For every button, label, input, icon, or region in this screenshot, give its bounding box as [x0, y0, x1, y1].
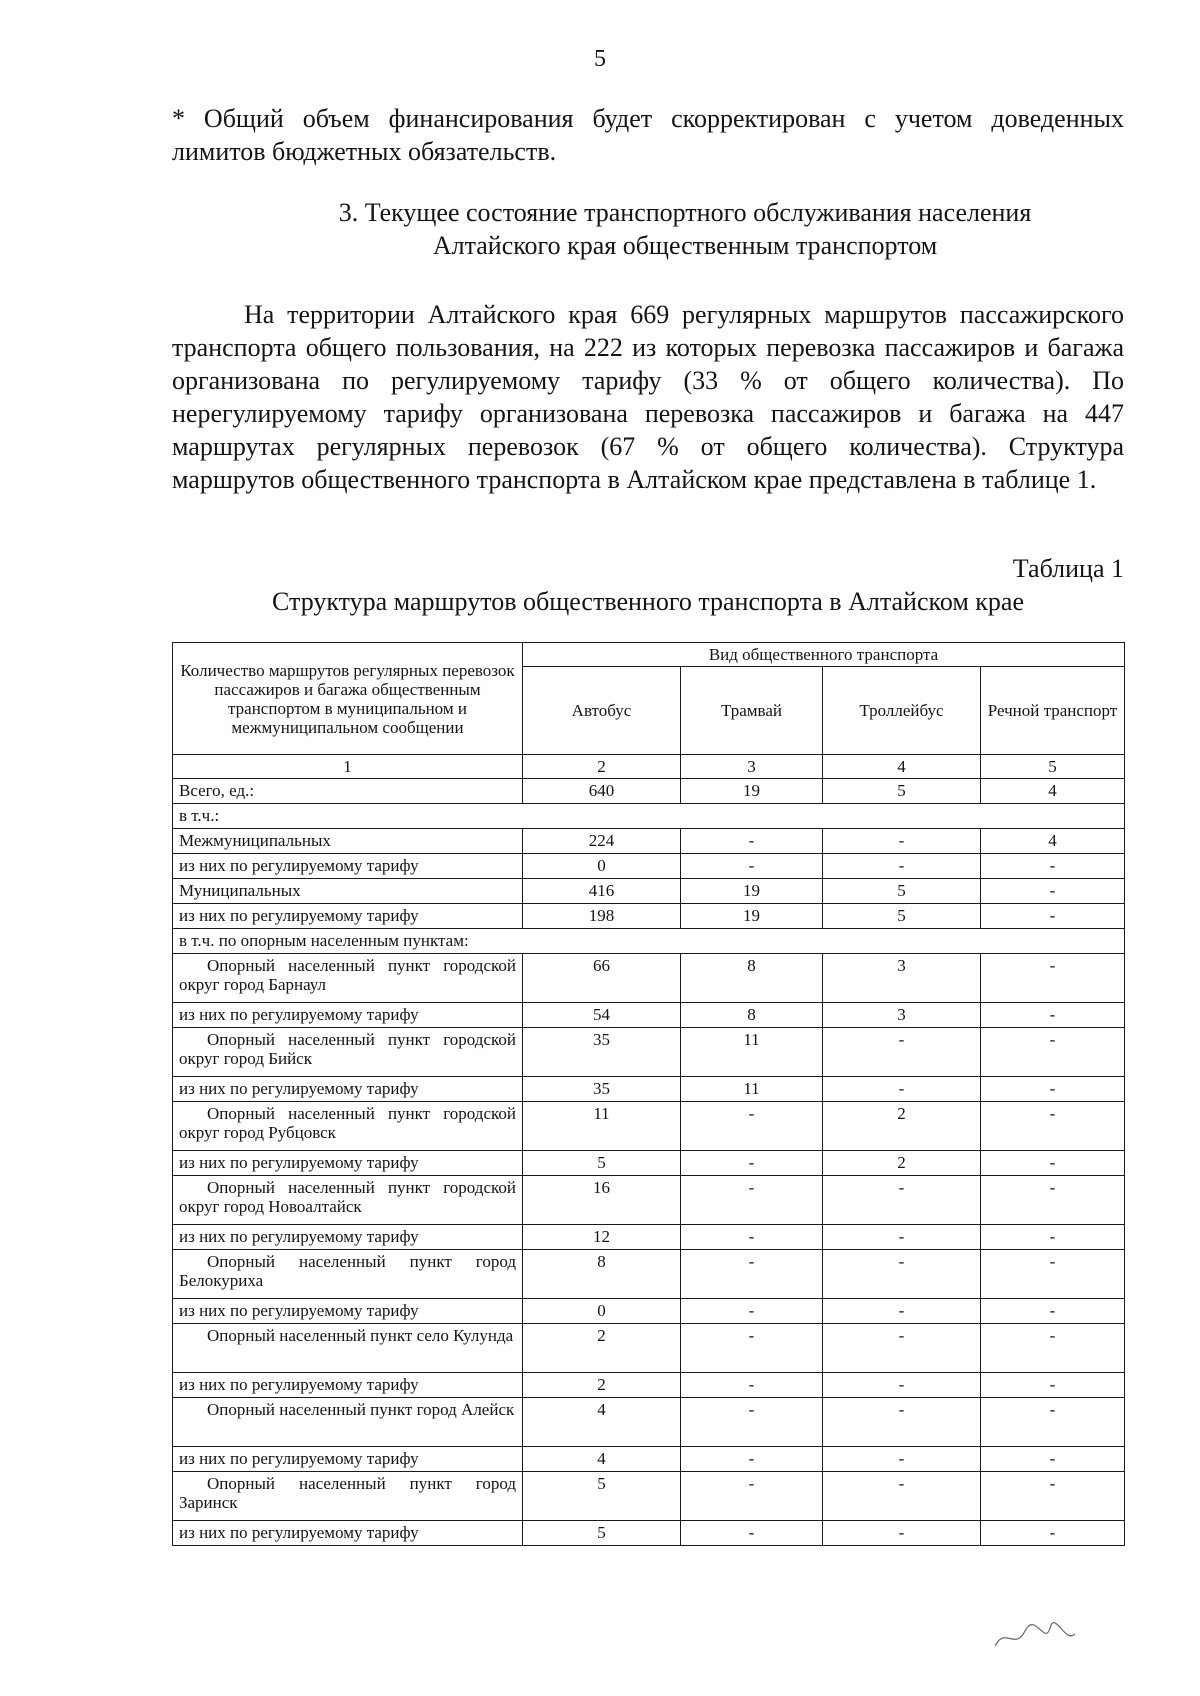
row-value-tram: 19	[681, 879, 823, 904]
row-value-river: -	[981, 879, 1125, 904]
page-number: 5	[594, 46, 606, 72]
row-value-tram: 8	[681, 1003, 823, 1028]
row-value-trolleybus: -	[823, 854, 981, 879]
row-value-river: -	[981, 1472, 1125, 1521]
row-label: из них по регулируемому тарифу	[173, 1077, 523, 1102]
row-value-river: -	[981, 1028, 1125, 1077]
table-row	[173, 1077, 1125, 1102]
support-settlement-row	[173, 1398, 1125, 1447]
row-value-trolleybus: -	[823, 829, 981, 854]
row-label: Муниципальных	[173, 879, 523, 904]
row-value-tram: -	[681, 1151, 823, 1176]
table-row	[173, 829, 1125, 854]
row-value-trolleybus: 2	[823, 1102, 981, 1151]
row-value-tram: -	[681, 1225, 823, 1250]
row-value-river: -	[981, 1250, 1125, 1299]
support-settlement-row	[173, 1250, 1125, 1299]
column-header-river: Речной транспорт	[981, 667, 1125, 755]
row-label: Опорный населенный пункт город Алейск	[173, 1398, 523, 1447]
table-row	[173, 1003, 1125, 1028]
including-row	[173, 804, 1125, 829]
row-value-bus: 8	[523, 1250, 681, 1299]
row-value-trolleybus: -	[823, 1398, 981, 1447]
row-value-bus: 0	[523, 854, 681, 879]
body-paragraph: На территории Алтайского края 669 регулярных маршрутов пассажирского транспорта общего пользования, на 222 из которых перевозка пассажиров и багажа организована по регулируемому тарифу (33 % от общего количества). По нерегулируемому тарифу организована перевозка пассажиров и багажа на 447 маршрутах регулярных перевозок (67 % от общего количества). Структура маршрутов общественного транспорта в Алтайском крае представлена в таблице 1.	[172, 300, 1124, 494]
row-value-tram: -	[681, 1521, 823, 1546]
total-river: 4	[981, 779, 1125, 804]
section-title	[250, 196, 1120, 262]
row-value-bus: 224	[523, 829, 681, 854]
row-value-tram: -	[681, 1250, 823, 1299]
section-title-line-2: Алтайского края общественным транспортом	[432, 231, 938, 260]
row-value-tram: -	[681, 1324, 823, 1373]
footnote: * Общий объем финансирования будет скорректирован с учетом доведенных лимитов бюджетных обязательств.	[172, 104, 1124, 166]
row-value-bus: 5	[523, 1472, 681, 1521]
row-value-bus: 5	[523, 1521, 681, 1546]
row-value-bus: 2	[523, 1324, 681, 1373]
row-value-trolleybus: 2	[823, 1151, 981, 1176]
row-value-river: -	[981, 1447, 1125, 1472]
row-label: из них по регулируемому тарифу	[173, 1299, 523, 1324]
table-row	[173, 1447, 1125, 1472]
row-value-trolleybus: -	[823, 1250, 981, 1299]
row-label: из них по регулируемому тарифу	[173, 1521, 523, 1546]
row-label: Опорный населенный пункт городской округ город Барнаул	[173, 954, 523, 1003]
support-settlement-row	[173, 1028, 1125, 1077]
row-value-bus: 198	[523, 904, 681, 929]
row-label: Опорный населенный пункт село Кулунда	[173, 1324, 523, 1373]
row-value-bus: 5	[523, 1151, 681, 1176]
row-value-trolleybus: -	[823, 1472, 981, 1521]
row-value-tram: -	[681, 1373, 823, 1398]
row-label: Опорный населенный пункт город Белокуриха	[173, 1250, 523, 1299]
table-row	[173, 879, 1125, 904]
handwritten-mark	[990, 1616, 1080, 1656]
header-group-cell: Вид общественного транспорта	[523, 643, 1125, 667]
row-value-bus: 12	[523, 1225, 681, 1250]
row-value-river: -	[981, 854, 1125, 879]
row-value-trolleybus: -	[823, 1176, 981, 1225]
table-row	[173, 1373, 1125, 1398]
table-row	[173, 854, 1125, 879]
row-value-tram: -	[681, 1447, 823, 1472]
row-value-bus: 35	[523, 1077, 681, 1102]
row-value-trolleybus: 5	[823, 904, 981, 929]
row-label: из них по регулируемому тарифу	[173, 1003, 523, 1028]
total-trolleybus: 5	[823, 779, 981, 804]
row-label: из них по регулируемому тарифу	[173, 854, 523, 879]
support-label-row	[173, 929, 1125, 954]
row-value-trolleybus: -	[823, 1299, 981, 1324]
row-value-tram: -	[681, 1299, 823, 1324]
row-value-river: -	[981, 1077, 1125, 1102]
column-header-bus: Автобус	[523, 667, 681, 755]
row-value-bus: 0	[523, 1299, 681, 1324]
support-settlement-row	[173, 1472, 1125, 1521]
row-value-river: 4	[981, 829, 1125, 854]
total-bus: 640	[523, 779, 681, 804]
support-settlement-row	[173, 1324, 1125, 1373]
row-value-tram: -	[681, 1472, 823, 1521]
routes-table-body	[173, 643, 1125, 1546]
row-value-trolleybus: -	[823, 1324, 981, 1373]
row-value-river: -	[981, 1225, 1125, 1250]
row-value-river: -	[981, 1151, 1125, 1176]
row-value-tram: -	[681, 854, 823, 879]
row-value-tram: -	[681, 1398, 823, 1447]
column-index: 1	[173, 755, 523, 779]
row-label: Опорный населенный пункт город Заринск	[173, 1472, 523, 1521]
column-header-trolleybus: Троллейбус	[823, 667, 981, 755]
row-value-river: -	[981, 1176, 1125, 1225]
table-row	[173, 1225, 1125, 1250]
row-value-tram: 8	[681, 954, 823, 1003]
row-label: из них по регулируемому тарифу	[173, 1373, 523, 1398]
table-header-row	[173, 643, 1125, 667]
column-index: 3	[681, 755, 823, 779]
row-value-bus: 4	[523, 1447, 681, 1472]
row-value-tram: -	[681, 1102, 823, 1151]
row-value-tram: 19	[681, 904, 823, 929]
row-value-bus: 11	[523, 1102, 681, 1151]
row-value-river: -	[981, 1003, 1125, 1028]
row-value-tram: 11	[681, 1077, 823, 1102]
row-value-trolleybus: -	[823, 1521, 981, 1546]
row-label: Опорный населенный пункт городской округ город Бийск	[173, 1028, 523, 1077]
row-value-river: -	[981, 1373, 1125, 1398]
column-index: 2	[523, 755, 681, 779]
row-value-trolleybus: -	[823, 1028, 981, 1077]
row-label: из них по регулируемому тарифу	[173, 904, 523, 929]
row-value-river: -	[981, 1102, 1125, 1151]
row-value-bus: 16	[523, 1176, 681, 1225]
row-value-bus: 4	[523, 1398, 681, 1447]
section-title-line-1: 3. Текущее состояние транспортного обслуживания населения	[338, 198, 1032, 227]
row-value-river: -	[981, 1324, 1125, 1373]
total-tram: 19	[681, 779, 823, 804]
row-value-trolleybus: -	[823, 1077, 981, 1102]
column-index: 4	[823, 755, 981, 779]
header-left-cell: Количество маршрутов регулярных перевозок пассажиров и багажа общественным транспортом в муниципальном и межмуниципальном сообщении	[173, 643, 523, 755]
table-row	[173, 1151, 1125, 1176]
support-settlement-row	[173, 1102, 1125, 1151]
support-settlement-row	[173, 1176, 1125, 1225]
including-label: в т.ч.:	[173, 804, 1125, 829]
row-label: Опорный населенный пункт городской округ город Новоалтайск	[173, 1176, 523, 1225]
row-value-river: -	[981, 904, 1125, 929]
column-index-row	[173, 755, 1125, 779]
row-value-bus: 35	[523, 1028, 681, 1077]
row-value-bus: 2	[523, 1373, 681, 1398]
row-label: из них по регулируемому тарифу	[173, 1151, 523, 1176]
column-header-tram: Трамвай	[681, 667, 823, 755]
total-row	[173, 779, 1125, 804]
row-label: из них по регулируемому тарифу	[173, 1447, 523, 1472]
row-label: Опорный населенный пункт городской округ город Рубцовск	[173, 1102, 523, 1151]
table-label: Таблица 1	[1012, 554, 1124, 583]
column-index: 5	[981, 755, 1125, 779]
row-value-tram: -	[681, 1176, 823, 1225]
row-value-bus: 54	[523, 1003, 681, 1028]
row-value-trolleybus: -	[823, 1373, 981, 1398]
row-value-trolleybus: 3	[823, 1003, 981, 1028]
row-value-bus: 416	[523, 879, 681, 904]
routes-table	[172, 642, 1125, 1546]
row-value-trolleybus: 3	[823, 954, 981, 1003]
row-value-river: -	[981, 1521, 1125, 1546]
row-value-river: -	[981, 1299, 1125, 1324]
row-value-river: -	[981, 1398, 1125, 1447]
row-value-trolleybus: -	[823, 1225, 981, 1250]
row-label: из них по регулируемому тарифу	[173, 1225, 523, 1250]
row-value-tram: -	[681, 829, 823, 854]
row-value-river: -	[981, 954, 1125, 1003]
row-label: Межмуниципальных	[173, 829, 523, 854]
row-value-trolleybus: 5	[823, 879, 981, 904]
total-label: Всего, ед.:	[173, 779, 523, 804]
table-row	[173, 904, 1125, 929]
row-value-tram: 11	[681, 1028, 823, 1077]
row-value-bus: 66	[523, 954, 681, 1003]
table-title: Структура маршрутов общественного транспорта в Алтайском крае	[272, 587, 1024, 616]
table-row	[173, 1299, 1125, 1324]
support-settlement-row	[173, 954, 1125, 1003]
row-value-trolleybus: -	[823, 1447, 981, 1472]
table-row	[173, 1521, 1125, 1546]
support-label: в т.ч. по опорным населенным пунктам:	[173, 929, 1125, 954]
